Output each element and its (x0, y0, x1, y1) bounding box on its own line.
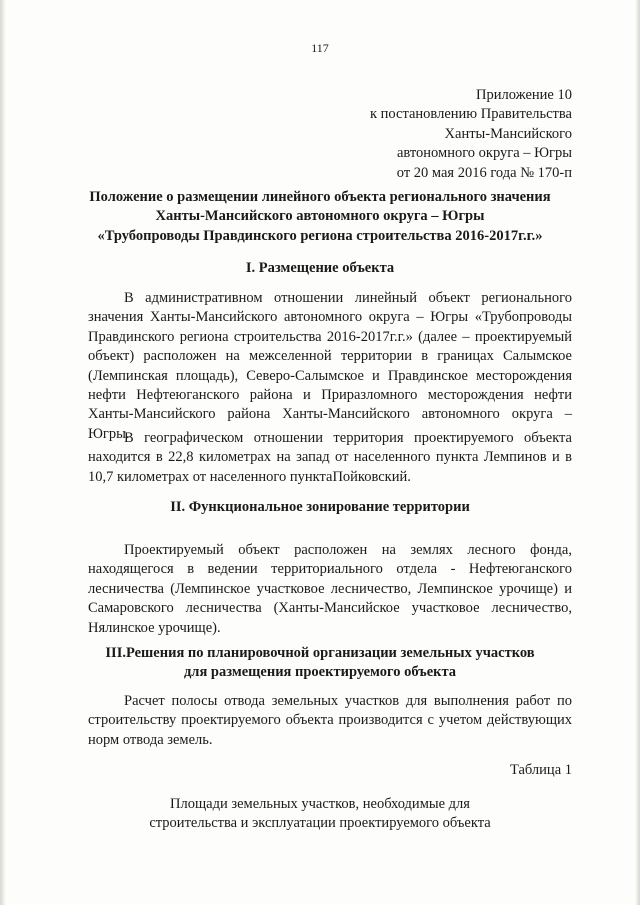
title-line: «Трубопроводы Правдинского региона строительства 2016-2017г.г.» (97, 227, 543, 244)
heading-line: для размещения проектируемого объекта (183, 664, 457, 680)
appendix-line: от 20 мая 2016 года № 170-п (396, 164, 572, 181)
table-label: Таблица 1 (509, 762, 572, 778)
appendix-line: к постановлению Правительства (370, 106, 572, 123)
title-line: Положение о размещении линейного объекта регионального значения (89, 189, 551, 205)
appendix-line: Приложение 10 (476, 87, 572, 103)
section-3-paragraph-1: Расчет полосы отвода земельных участков для выполнения работ по строительству проектируемого объекта производится с учетом действующих норм отвода земель. (88, 693, 572, 748)
scan-edge-left (0, 0, 6, 905)
section-1-heading: I. Размещение объекта (245, 260, 395, 276)
table-caption (68, 795, 572, 834)
section-3-heading (68, 644, 572, 682)
scan-edge-right (635, 0, 640, 905)
page-number: 117 (311, 41, 329, 55)
section-1-paragraph-2: В географическом отношении территория проектируемого объекта находится в 22,8 километрах на запад от населенного пункта Лемпинов и в 10,7 километрах от населенного пунктаПойковский. (88, 430, 572, 485)
title-line: Ханты-Мансийского автономного округа – Югры (155, 208, 485, 225)
appendix-line: автономного округа – Югры (396, 145, 572, 162)
section-2-heading: II. Функциональное зонирование территории (170, 499, 470, 515)
caption-line: Площади земельных участков, необходимые для (170, 796, 470, 812)
caption-line: строительства и эксплуатации проектируемого объекта (149, 815, 491, 832)
appendix-reference (370, 86, 572, 183)
document-title (68, 188, 572, 246)
appendix-line: Ханты-Мансийского (444, 125, 572, 142)
section-2-paragraph-1: Проектируемый объект расположен на землях лесного фонда, находящегося в ведении территориального отдела - Нефтеюганского лесничества (Лемпинское участковое лесничество, Лемпинское урочище) и Самаровского лесничества (Ханты-Мансийское участковое лесничество, Нялинское урочище). (88, 542, 572, 636)
heading-line: III.Решения по планировочной организации земельных участков (105, 645, 535, 661)
section-1-paragraph-1: В административном отношении линейный объект регионального значения Ханты-Мансийского автономного округа – Югры «Трубопроводы Правдинского региона строительства 2016-2017г.г.» (далее – проектируемый объект) расположен на межселенной территории в границах Салымское (Лемпинская площадь), Северо-Салымское и Правдинское месторождения нефти Нефтеюганского района и Приразломного месторождения нефти Ханты-Мансийского района Ханты-Мансийского автономного округа – Югры. (88, 290, 572, 442)
